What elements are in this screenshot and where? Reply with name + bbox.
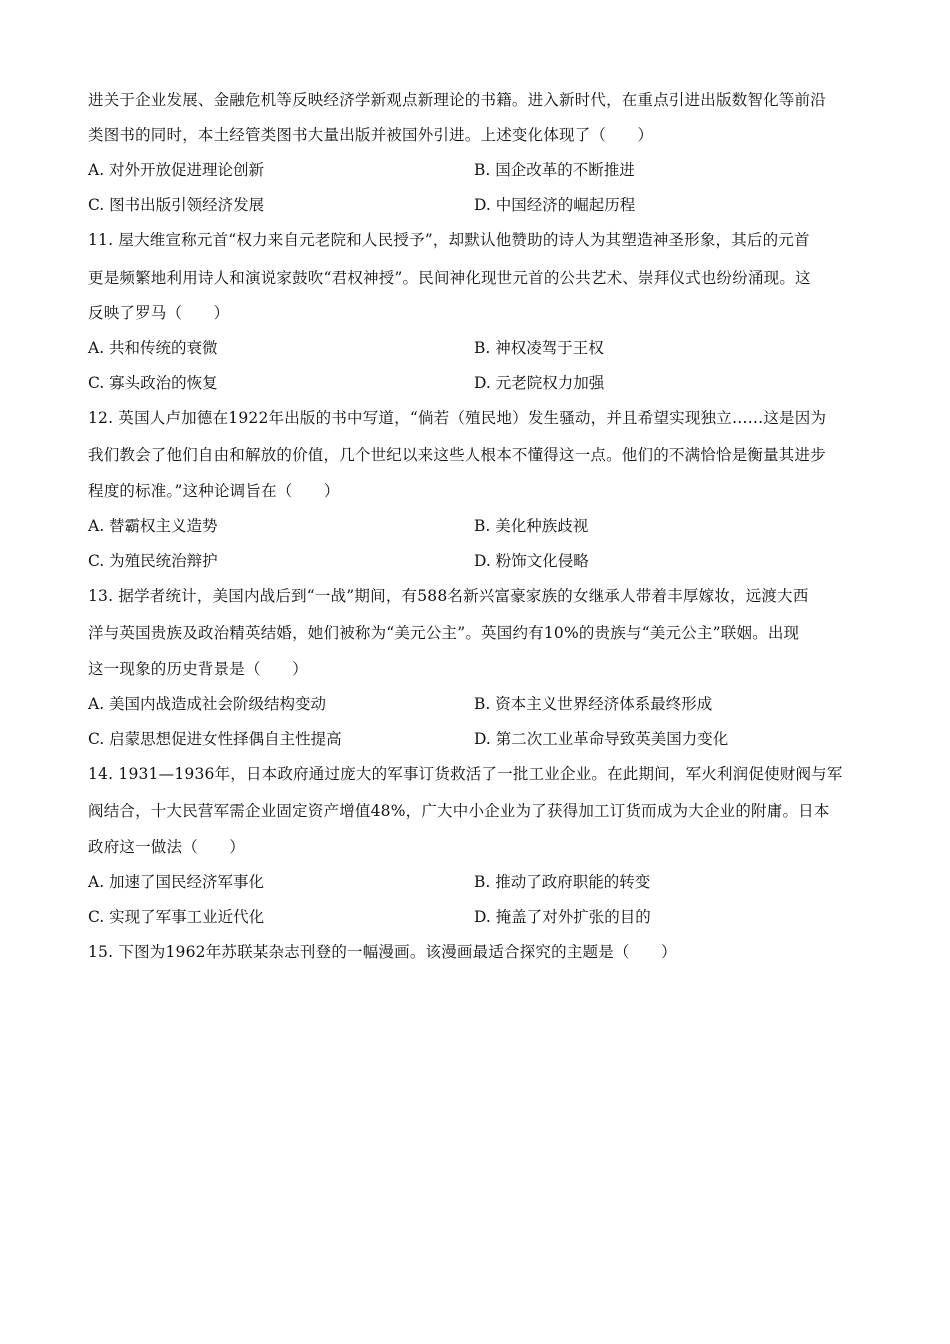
question-13-text-line-2: 洋与英国贵族及政治精英结婚，她们被称为“美元公主”。英国约有10%的贵族与“美元公主”联姻。出现 — [88, 624, 800, 642]
question-13-option-d[interactable]: D. 第二次工业革命导致英美国力变化 — [474, 730, 729, 748]
question-14-option-b[interactable]: B. 推动了政府职能的转变 — [474, 873, 651, 891]
question-10-option-d[interactable]: D. 中国经济的崛起历程 — [474, 196, 636, 214]
question-14-text-line-2: 阀结合，十大民营军需企业固定资产增值48%，广大中小企业为了获得加工订货而成为大企业的附庸。日本 — [88, 802, 830, 820]
question-14-option-d[interactable]: D. 掩盖了对外扩张的目的 — [474, 908, 651, 926]
question-14-option-c[interactable]: C. 实现了军事工业近代化 — [88, 908, 265, 926]
question-11-option-a[interactable]: A. 共和传统的衰微 — [88, 339, 218, 357]
question-13-option-a[interactable]: A. 美国内战造成社会阶级结构变动 — [88, 695, 327, 713]
question-11-text-line-1: 11. 屋大维宣称元首“权力来自元老院和人民授予”，却默认他赞助的诗人为其塑造神圣形象，其后的元首 — [88, 231, 810, 249]
question-10-text-line-1: 进关于企业发展、金融危机等反映经济学新观点新理论的书籍。进入新时代，在重点引进出版数智化等前沿 — [88, 91, 826, 109]
question-13-option-c[interactable]: C. 启蒙思想促进女性择偶自主性提高 — [88, 730, 342, 748]
question-10-option-c[interactable]: C. 图书出版引领经济发展 — [88, 196, 265, 214]
question-12-option-a[interactable]: A. 替霸权主义造势 — [88, 517, 218, 535]
question-11-option-b[interactable]: B. 神权凌驾于王权 — [474, 339, 604, 357]
question-10-option-a[interactable]: A. 对外开放促进理论创新 — [88, 161, 265, 179]
question-12-text-line-3: 程度的标准。”这种论调旨在（ ） — [88, 482, 340, 500]
question-12-text-line-1: 12. 英国人卢加德在1922年出版的书中写道，“倘若（殖民地）发生骚动，并且希望实现独立……这是因为 — [88, 409, 827, 427]
question-13-text-line-1: 13. 据学者统计，美国内战后到“一战”期间，有588名新兴富豪家族的女继承人带着丰厚嫁妆，远渡大西 — [88, 587, 809, 605]
question-14-text-line-3: 政府这一做法（ ） — [88, 838, 246, 856]
question-12-option-d[interactable]: D. 粉饰文化侵略 — [474, 552, 589, 570]
question-14-text-line-1: 14. 1931—1936年，日本政府通过庞大的军事订货救活了一批工业企业。在此期间，军火利润促使财阀与军 — [88, 765, 843, 783]
question-11-text-line-2: 更是频繁地利用诗人和演说家鼓吹“君权神授”。民间神化现世元首的公共艺术、崇拜仪式也纷纷涌现。这 — [88, 269, 811, 287]
question-15-text-line-1: 15. 下图为1962年苏联某杂志刊登的一幅漫画。该漫画最适合探究的主题是（ ） — [88, 943, 677, 961]
question-13-text-line-3: 这一现象的历史背景是（ ） — [88, 660, 308, 678]
question-13-option-b[interactable]: B. 资本主义世界经济体系最终形成 — [474, 695, 713, 713]
question-10-option-b[interactable]: B. 国企改革的不断推进 — [474, 161, 635, 179]
question-10-text-line-2: 类图书的同时，本土经管类图书大量出版并被国外引进。上述变化体现了（ ） — [88, 126, 654, 144]
question-11-text-line-3: 反映了罗马（ ） — [88, 304, 230, 322]
question-11-option-c[interactable]: C. 寡头政治的恢复 — [88, 374, 218, 392]
question-14-option-a[interactable]: A. 加速了国民经济军事化 — [88, 873, 265, 891]
question-12-text-line-2: 我们教会了他们自由和解放的价值，几个世纪以来这些人根本不懂得这一点。他们的不满恰恰是衡量其进步 — [88, 446, 826, 464]
question-12-option-b[interactable]: B. 美化种族歧视 — [474, 517, 589, 535]
question-11-option-d[interactable]: D. 元老院权力加强 — [474, 374, 605, 392]
question-12-option-c[interactable]: C. 为殖民统治辩护 — [88, 552, 218, 570]
